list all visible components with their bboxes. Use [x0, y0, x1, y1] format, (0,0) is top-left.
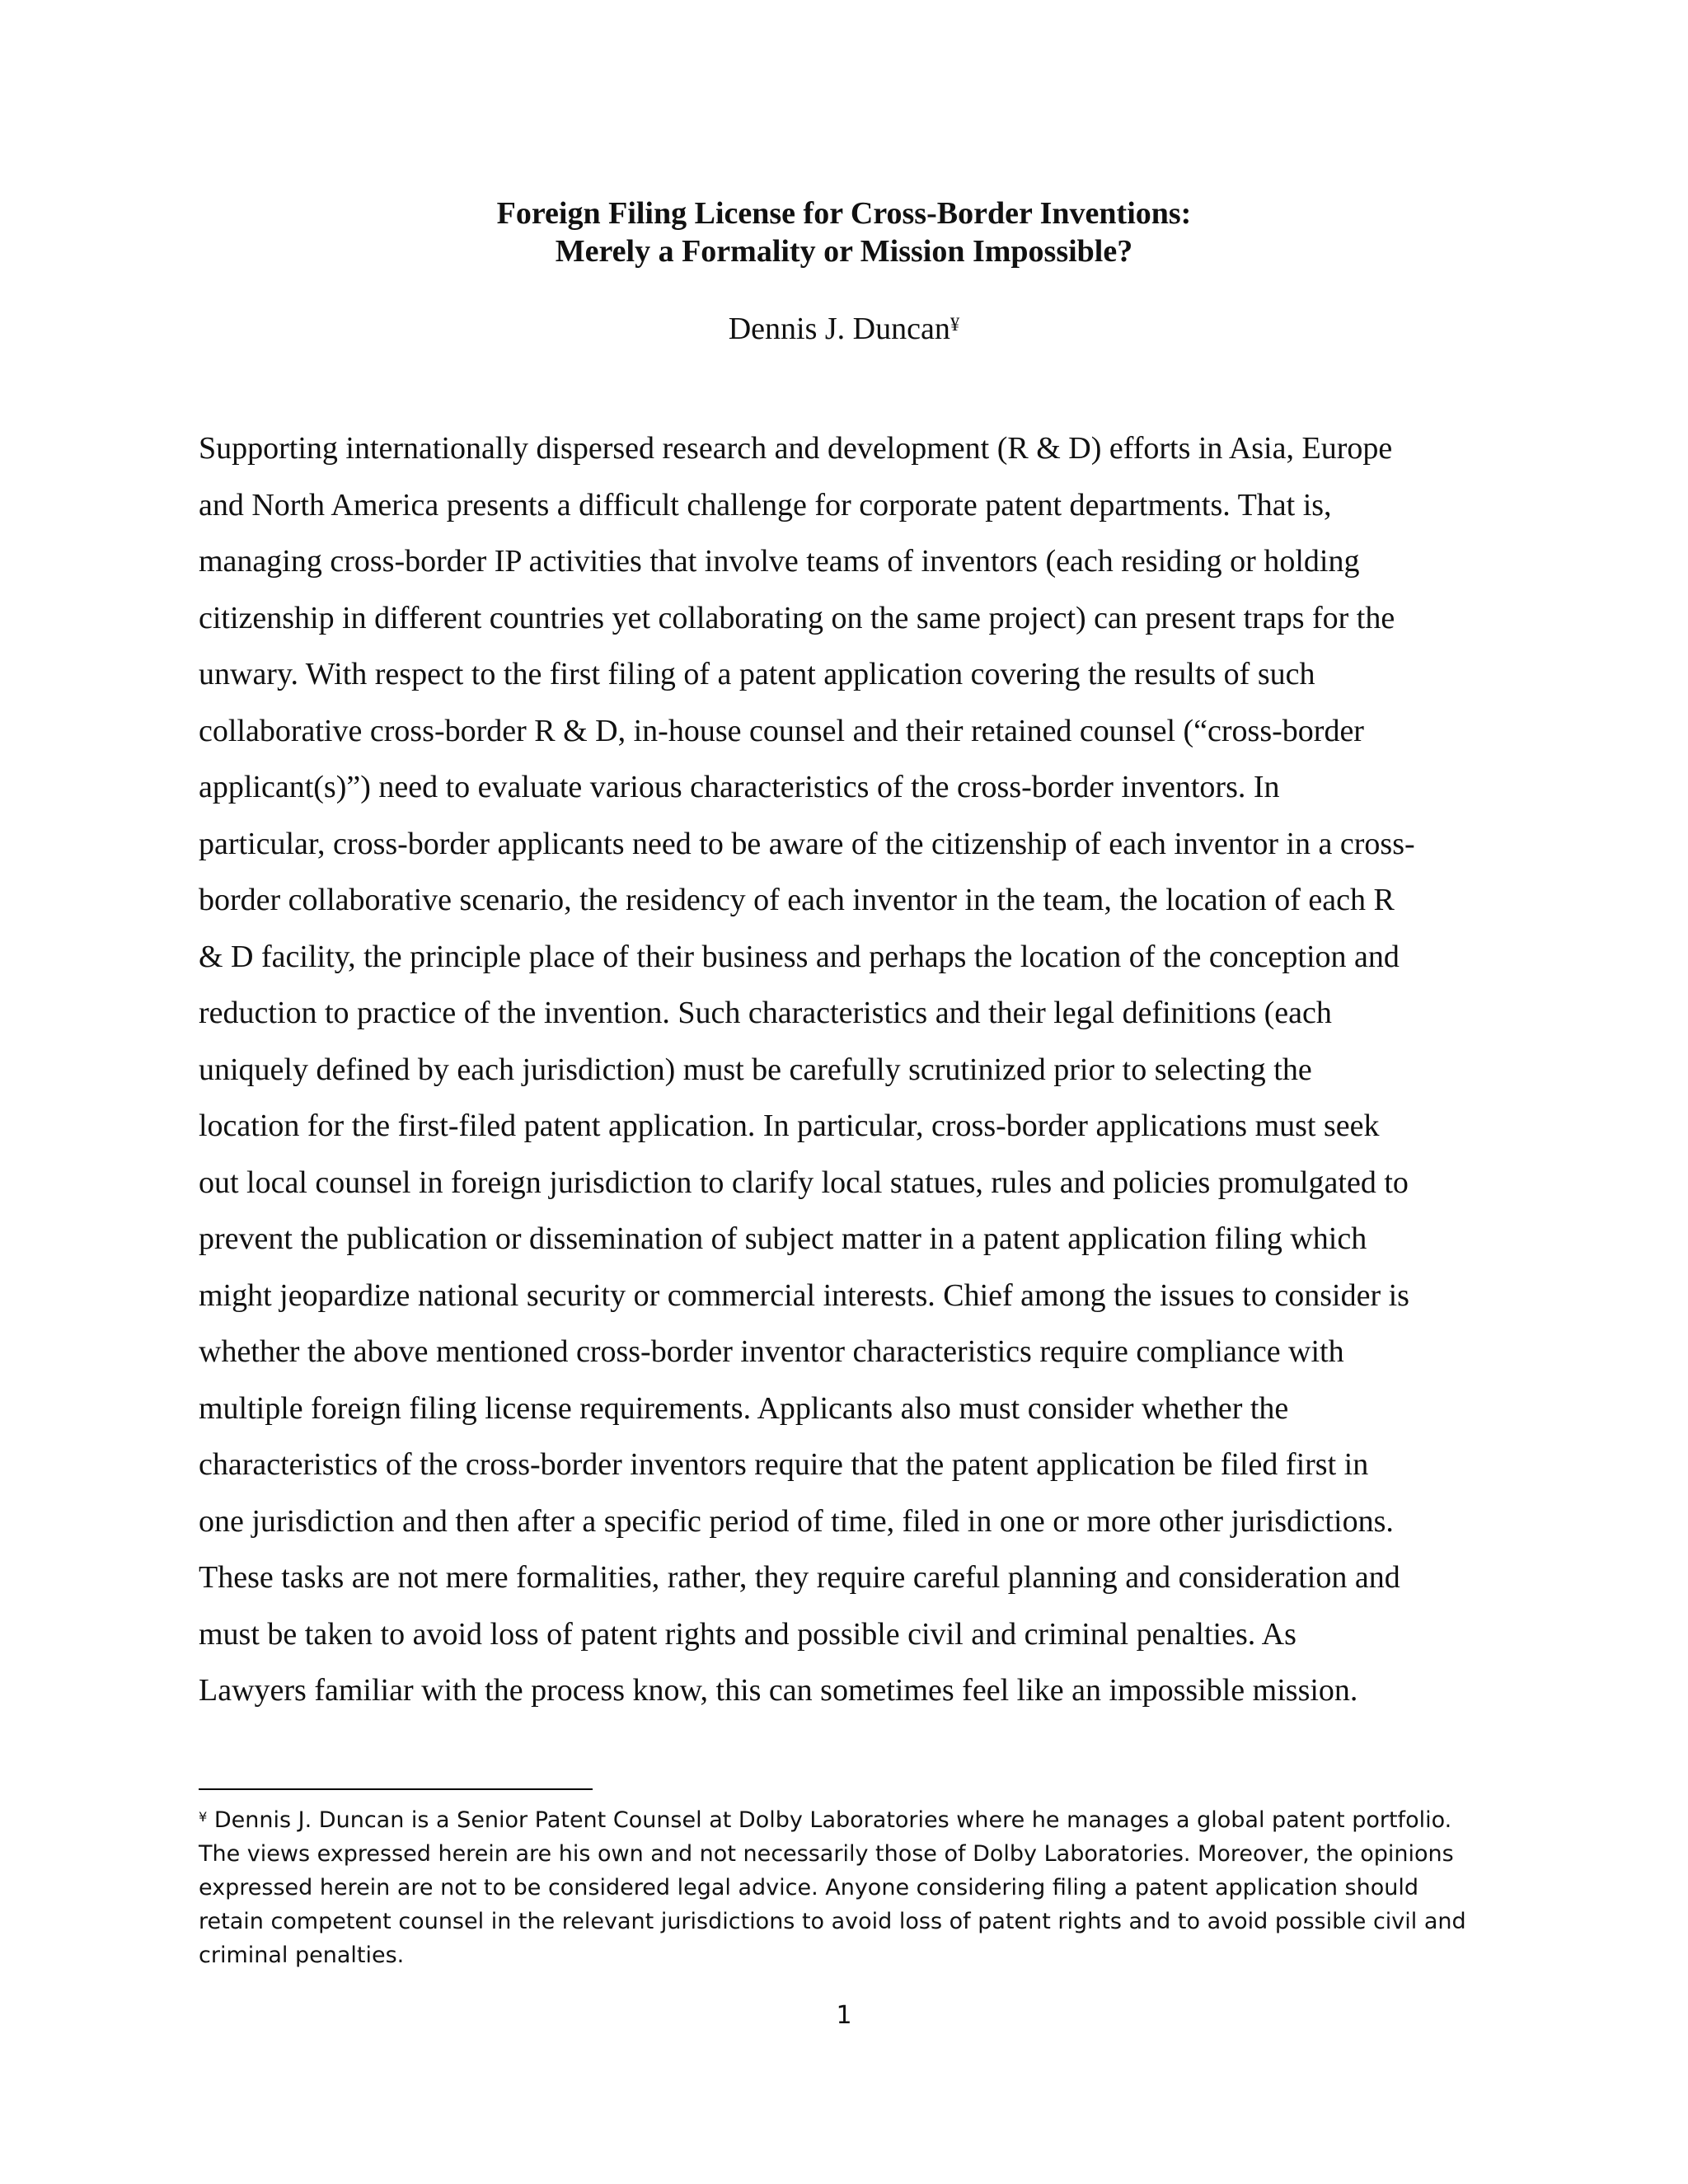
body-line: one jurisdiction and then after a specific period of time, filed in one or more other jurisdictions. — [199, 1503, 1394, 1539]
body-line: location for the first-filed patent application. In particular, cross-border applications must seek — [199, 1108, 1380, 1143]
body-line: characteristics of the cross-border inventors require that the patent application be filed first in — [199, 1447, 1369, 1482]
body-line: uniquely defined by each jurisdiction) must be carefully scrutinized prior to selecting the — [199, 1052, 1312, 1087]
footnote-line: expressed herein are not to be considered legal advice. Anyone considering filing a patent application should — [199, 1875, 1418, 1900]
body-line: citizenship in different countries yet collaborating on the same project) can present traps for the — [199, 600, 1395, 635]
author-footnote-marker[interactable]: ¥ — [950, 313, 960, 335]
body-line: out local counsel in foreign jurisdiction to clarify local statues, rules and policies promulgated to — [199, 1165, 1409, 1200]
footnote-line: retain competent counsel in the relevant jurisdictions to avoid loss of patent rights and to avoid possible civil and — [199, 1909, 1466, 1934]
document-title — [0, 194, 1688, 270]
body-line: unwary. With respect to the first filing of a patent application covering the results of such — [199, 657, 1315, 691]
body-line: managing cross-border IP activities that involve teams of inventors (each residing or holding — [199, 544, 1360, 579]
footnote-line: criminal penalties. — [199, 1943, 405, 1968]
body-line: reduction to practice of the invention. Such characteristics and their legal definitions (each — [199, 996, 1332, 1030]
footnote-line — [199, 1803, 1517, 1837]
body-line: collaborative cross-border R & D, in-house counsel and their retained counsel (“cross-border — [199, 713, 1364, 748]
footnote-line-text: Dennis J. Duncan is a Senior Patent Counsel at Dolby Laboratories where he manages a global patent portfolio. — [207, 1807, 1452, 1833]
title-line-1: Foreign Filing License for Cross-Border Inventions: — [496, 196, 1192, 231]
page-number: 1 — [836, 2001, 852, 2030]
body-line: must be taken to avoid loss of patent rights and possible civil and criminal penalties. As — [199, 1616, 1296, 1652]
body-line: prevent the publication or dissemination of subject matter in a patent application filing which — [199, 1221, 1367, 1256]
footnote-line: The views expressed herein are his own and not necessarily those of Dolby Laboratories. Moreover, the opinions — [199, 1841, 1454, 1867]
body-line: whether the above mentioned cross-border inventor characteristics require compliance with — [199, 1334, 1344, 1369]
author-byline — [0, 310, 1688, 348]
body-line: Supporting internationally dispersed research and development (R & D) efforts in Asia, Europe — [199, 431, 1393, 466]
title-line-2: Merely a Formality or Mission Impossible? — [555, 234, 1133, 269]
body-line: Lawyers familiar with the process know, this can sometimes feel like an impossible mission. — [199, 1673, 1358, 1708]
body-line: & D facility, the principle place of their business and perhaps the location of the conception and — [199, 939, 1400, 974]
footnote-separator — [199, 1788, 593, 1790]
body-line: applicant(s)”) need to evaluate various characteristics of the cross-border inventors. In — [199, 770, 1280, 804]
body-line: and North America presents a difficult challenge for corporate patent departments. That is, — [199, 487, 1332, 523]
author-name: Dennis J. Duncan — [728, 312, 950, 346]
body-line: particular, cross-border applicants need to be aware of the citizenship of each inventor in a cross- — [199, 826, 1415, 861]
body-line: border collaborative scenario, the residency of each inventor in the team, the location of each R — [199, 883, 1395, 917]
body-line: These tasks are not mere formalities, rather, they require careful planning and consideration and — [199, 1560, 1400, 1595]
body-line: might jeopardize national security or commercial interests. Chief among the issues to consider is — [199, 1277, 1409, 1313]
footnote — [199, 1803, 1517, 1972]
body-line: multiple foreign filing license requirements. Applicants also must consider whether the — [199, 1390, 1289, 1426]
body-paragraph — [199, 420, 1491, 1719]
footnote-marker: ¥ — [199, 1808, 208, 1825]
